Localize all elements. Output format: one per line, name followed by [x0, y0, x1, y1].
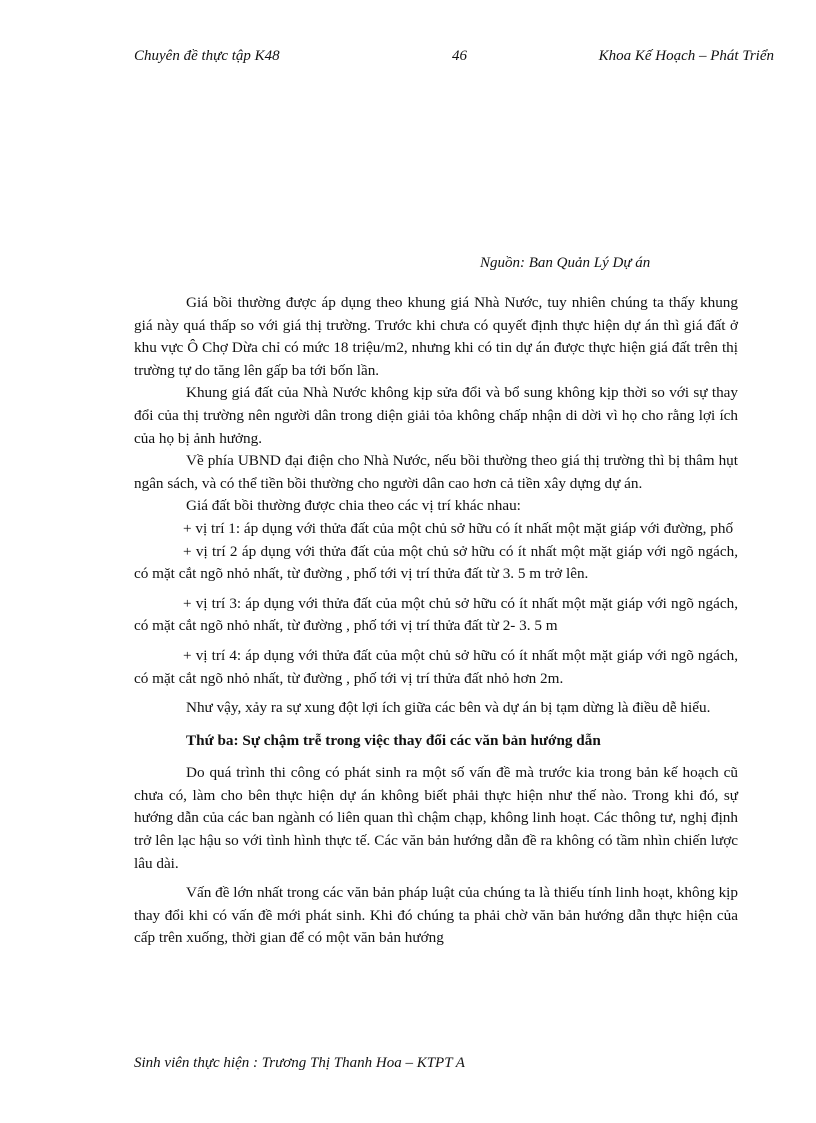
- paragraph: Giá bồi thường được áp dụng theo khung giá Nhà Nước, tuy nhiên chúng ta thấy khung giá này quá thấp so với giá thị trường. Trước khi chưa có quyết định thực hiện dự án thì giá đất ở khu vực Ô Chợ Dừa chỉ có mức 18 triệu/m2, nhưng khi có tin dự án được thực hiện giá đất trên thị trường tự do tăng lên gấp ba tới bốn lần.: [134, 294, 738, 379]
- position-item: + vị trí 1: áp dụng với thửa đất của một chủ sở hữu có ít nhất một mặt giáp với đường, phố: [183, 519, 734, 537]
- position-item: + vị trí 4: áp dụng với thửa đất của một chủ sở hữu có ít nhất một mặt giáp với ngõ ngách, có mặt cắt ngõ nhỏ nhất, từ đường , phố tới vị trí thửa đất nhỏ hơn 2m.: [134, 646, 738, 687]
- footer-student: Sinh viên thực hiện : Trương Thị Thanh Hoa – KTPT A: [134, 1055, 465, 1071]
- conclusion-paragraph: Như vậy, xảy ra sự xung đột lợi ích giữa các bên và dự án bị tạm dừng là điều dễ hiểu.: [186, 699, 711, 717]
- position-item: + vị trí 2 áp dụng với thửa đất của một chủ sở hữu có ít nhất một mặt giáp với ngõ ngách, có mặt cắt ngõ nhỏ nhất, từ đường , phố tới vị trí thửa đất từ 3. 5 m trở lên.: [134, 542, 738, 583]
- paragraph: Khung giá đất của Nhà Nước không kịp sửa đổi và bổ sung không kịp thời so với sự thay đổi của thị trường nên người dân trong diện giải tỏa không chấp nhận di dời vì họ cho rằng lợi ích của họ bị ảnh hưởng.: [134, 384, 738, 447]
- paragraph: Về phía UBND đại điện cho Nhà Nước, nếu bồi thường theo giá thị trường thì bị thâm hụt ngân sách, và có thể tiền bồi thường cho người dân cao hơn cả tiền xây dựng dự án.: [134, 452, 738, 492]
- paragraph: Giá đất bồi thường được chia theo các vị trí khác nhau:: [186, 497, 521, 515]
- header-left-title: Chuyên đề thực tập K48: [134, 48, 280, 64]
- source-note: Nguồn: Ban Quản Lý Dự án: [480, 255, 651, 271]
- page-number: 46: [452, 48, 467, 64]
- document-body: [134, 292, 738, 950]
- section-paragraph: Vấn đề lớn nhất trong các văn bản pháp luật của chúng ta là thiếu tính linh hoạt, không kịp thay đổi khi có vấn đề mới phát sinh. Khi đó chúng ta phải chờ văn bản hướng dẫn thực hiện của cấp trên xuống, thời gian để có một văn bản hướng: [134, 884, 738, 947]
- header-right-title: Khoa Kế Hoạch – Phát Triển: [598, 48, 774, 64]
- section-heading: Thứ ba: Sự chậm trễ trong việc thay đổi các văn bản hướng dẫn: [186, 731, 601, 749]
- position-item: + vị trí 3: áp dụng với thửa đất của một chủ sở hữu có ít nhất một mặt giáp với ngõ ngách, có mặt cắt ngõ nhỏ nhất, từ đường , phố tới vị trí thửa đất từ 2- 3. 5 m: [134, 594, 738, 635]
- section-paragraph: Do quá trình thi công có phát sinh ra một số vấn đề mà trước kia trong bản kế hoạch cũ chưa có, làm cho bên thực hiện dự án không biết phải thực hiện như thế nào. Trong khi đó, sự hướng dẫn của các ban ngành có liên quan thì chậm chạp, không linh hoạt. Các thông tư, nghị định trở lên lạc hậu so với tình hình thực tế. Các văn bản hướng dẫn đề ra không có tầm nhìn chiến lược lâu dài.: [134, 764, 738, 872]
